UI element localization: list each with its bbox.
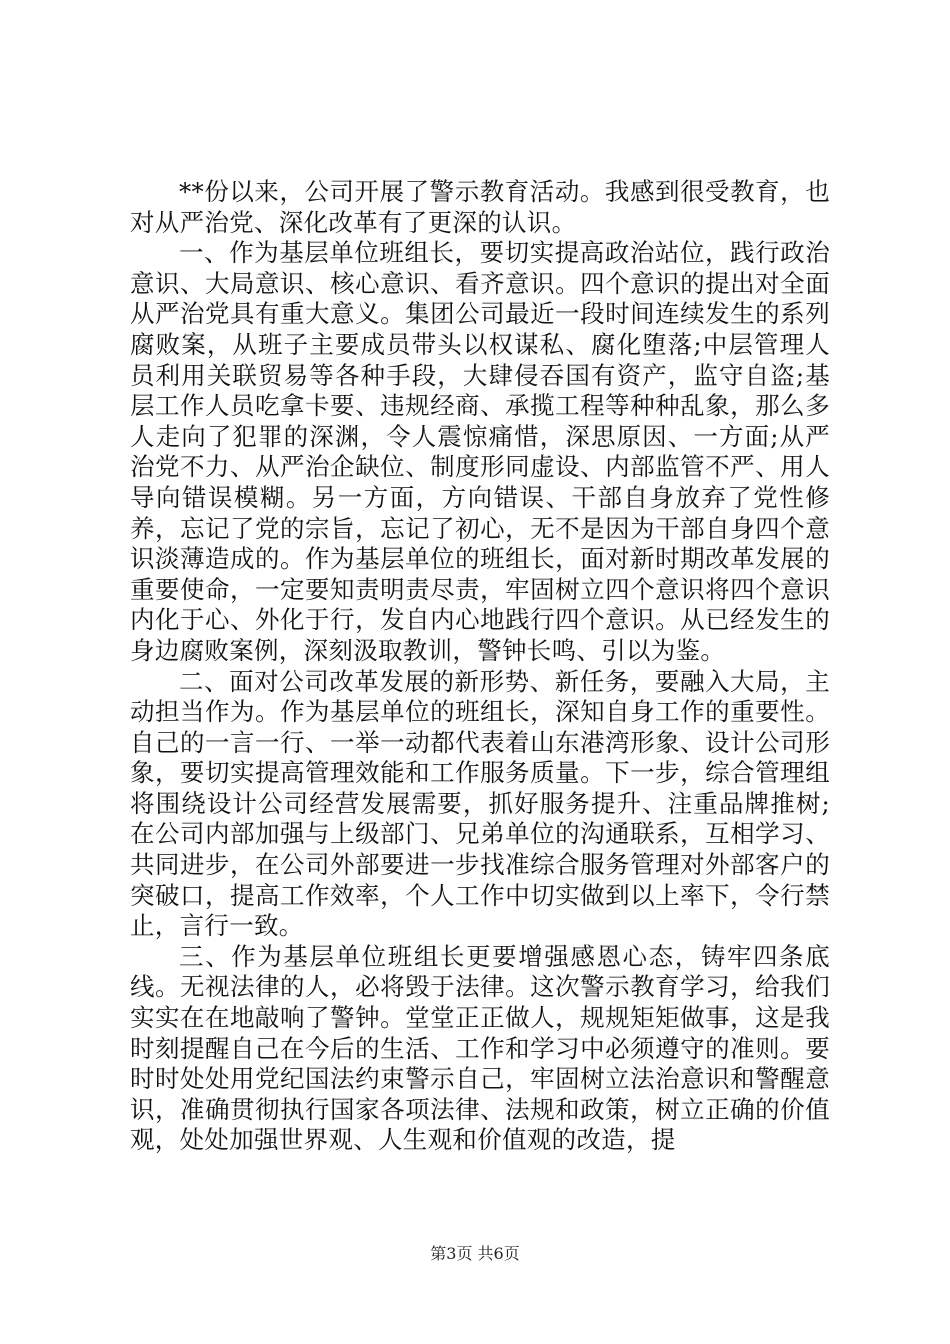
paragraph-point-three: 三、作为基层单位班组长更要增强感恩心态，铸牢四条底线。无视法律的人，必将毁于法律。这次警示教育学习，给我们实实在在地敲响了警钟。堂堂正正做人，规规矩矩做事，这是我时刻提醒自己在今后的生活、工作和学习中必须遵守的准则。要时时处处用党纪国法约束警示自己，牢固树立法治意识和警醒意识，准确贯彻执行国家各项法律、法规和政策，树立正确的价值观，处处加强世界观、人生观和价值观的改造，提	[130, 941, 830, 1155]
paragraph-point-one: 一、作为基层单位班组长，要切实提高政治站位，践行政治意识、大局意识、核心意识、看齐意识。四个意识的提出对全面从严治党具有重大意义。集团公司最近一段时间连续发生的系列腐败案，从班子主要成员带头以权谋私、腐化堕落;中层管理人员利用关联贸易等各种手段，大肆侵吞国有资产，监守自盗;基层工作人员吃拿卡要、违规经商、承揽工程等种种乱象，那么多人走向了犯罪的深渊，令人震惊痛惜，深思原因、一方面;从严治党不力、从严治企缺位、制度形同虚设、内部监管不严、用人导向错误模糊。另一方面，方向错误、干部自身放弃了党性修养，忘记了党的宗旨，忘记了初心，无不是因为干部自身四个意识淡薄造成的。作为基层单位的班组长，面对新时期改革发展的重要使命，一定要知责明责尽责，牢固树立四个意识将四个意识内化于心、外化于行，发自内心地践行四个意识。从已经发生的身边腐败案例，深刻汲取教训，警钟长鸣、引以为鉴。	[130, 238, 830, 665]
paragraph-intro: **份以来，公司开展了警示教育活动。我感到很受教育，也对从严治党、深化改革有了更深的认识。	[130, 177, 830, 237]
paragraph-point-two: 二、面对公司改革发展的新形势、新任务，要融入大局，主动担当作为。作为基层单位的班组长，深知自身工作的重要性。自己的一言一行、一举一动都代表着山东港湾形象、设计公司形象，要切实提高管理效能和工作服务质量。下一步，综合管理组将围绕设计公司经营发展需要，抓好服务提升、注重品牌推树;在公司内部加强与上级部门、兄弟单位的沟通联系，互相学习、共同进步，在公司外部要进一步找准综合服务管理对外部客户的突破口，提高工作效率，个人工作中切实做到以上率下，令行禁止，言行一致。	[130, 666, 830, 941]
page-number-footer: 第3页 共6页	[430, 1244, 520, 1263]
document-body	[130, 177, 830, 1156]
